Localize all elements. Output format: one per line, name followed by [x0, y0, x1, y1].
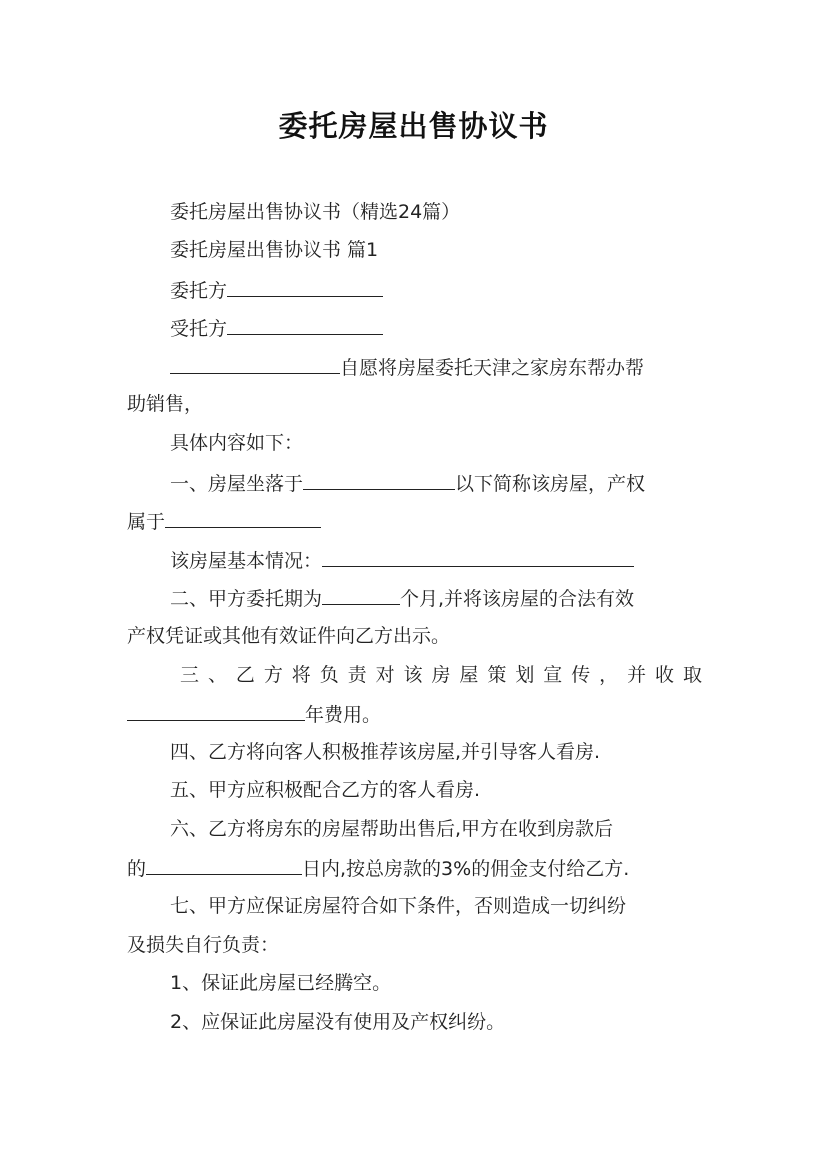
clause-3-continued: [127, 701, 702, 727]
clause-3-line: [180, 663, 702, 687]
paragraph-text: 委托房屋出售协议书（精选24篇）: [170, 201, 461, 223]
location-blank: [303, 470, 455, 490]
subtitle-line: [170, 200, 702, 224]
clause-text: 五、甲方应积极配合乙方的客人看房.: [170, 779, 481, 801]
clause-text: 2、应保证此房屋没有使用及产权纠纷。: [170, 1011, 506, 1033]
document-title: 委托房屋出售协议书: [278, 109, 549, 143]
clause-text: 产权凭证或其他有效证件向乙方出示。: [127, 625, 451, 647]
clause-1-continued: [127, 508, 702, 534]
principal-blank: [227, 277, 383, 297]
clause-7-line: [170, 894, 702, 918]
clause-text: 一、房屋坐落于: [170, 473, 304, 495]
days-blank: [146, 855, 302, 875]
paragraph-text: 具体内容如下：: [170, 432, 304, 454]
clause-text: 四、乙方将向客人积极推荐该房屋,并引导客人看房.: [170, 741, 601, 763]
clause-5-line: [170, 778, 702, 802]
clause-text: 二、甲方委托期为: [170, 588, 323, 610]
field-label: 委托方: [170, 280, 228, 302]
basic-info-line: [170, 547, 702, 573]
clause-text: 以下简称该房屋，产权: [455, 473, 646, 495]
paragraph-text: 助销售，: [127, 393, 204, 415]
section-heading: [170, 238, 702, 262]
clause-1-line: [170, 470, 702, 496]
agent-blank: [227, 315, 383, 335]
paragraph-line: [170, 354, 702, 380]
paragraph-line: [170, 431, 702, 455]
clause-text: 个月,并将该房屋的合法有效: [400, 588, 635, 610]
fee-blank: [127, 701, 305, 721]
clause-2-line: [170, 585, 702, 611]
paragraph-text: 委托房屋出售协议书 篇1: [170, 239, 379, 261]
paragraph-text: 自愿将房屋委托天津之家房东帮办帮: [340, 357, 645, 379]
paragraph-line: [127, 392, 702, 416]
clause-2-continued: [127, 624, 702, 648]
clause-text: 及损失自行负责：: [127, 934, 280, 956]
basic-info-blank: [322, 547, 634, 567]
clause-text: 七、甲方应保证房屋符合如下条件，否则造成一切纠纷: [170, 895, 627, 917]
clause-7-continued: [127, 933, 702, 957]
clause-text: 年费用。: [305, 704, 382, 726]
clause-text: 六、乙方将房东的房屋帮助出售后,甲方在收到房款后: [170, 818, 614, 840]
clause-text: 三、乙方将负责对该房屋策划宣传，并收取: [180, 664, 702, 686]
field-label: 受托方: [170, 318, 228, 340]
clause-6-continued: [127, 855, 702, 881]
owner-blank: [170, 354, 340, 374]
condition-2: [170, 1010, 702, 1034]
clause-6-line: [170, 817, 702, 841]
ownership-blank: [165, 508, 321, 528]
clause-text: 日内,按总房款的3%的佣金支付给乙方.: [302, 858, 630, 880]
term-blank: [322, 585, 400, 605]
clause-4-line: [170, 740, 702, 764]
agent-line: [170, 315, 702, 341]
field-label: 该房屋基本情况：: [170, 550, 323, 572]
principal-line: [170, 277, 702, 303]
clause-text: 1、保证此房屋已经腾空。: [170, 972, 392, 994]
clause-text: 属于: [127, 511, 166, 533]
clause-text: 的: [127, 858, 147, 880]
condition-1: [170, 971, 702, 995]
